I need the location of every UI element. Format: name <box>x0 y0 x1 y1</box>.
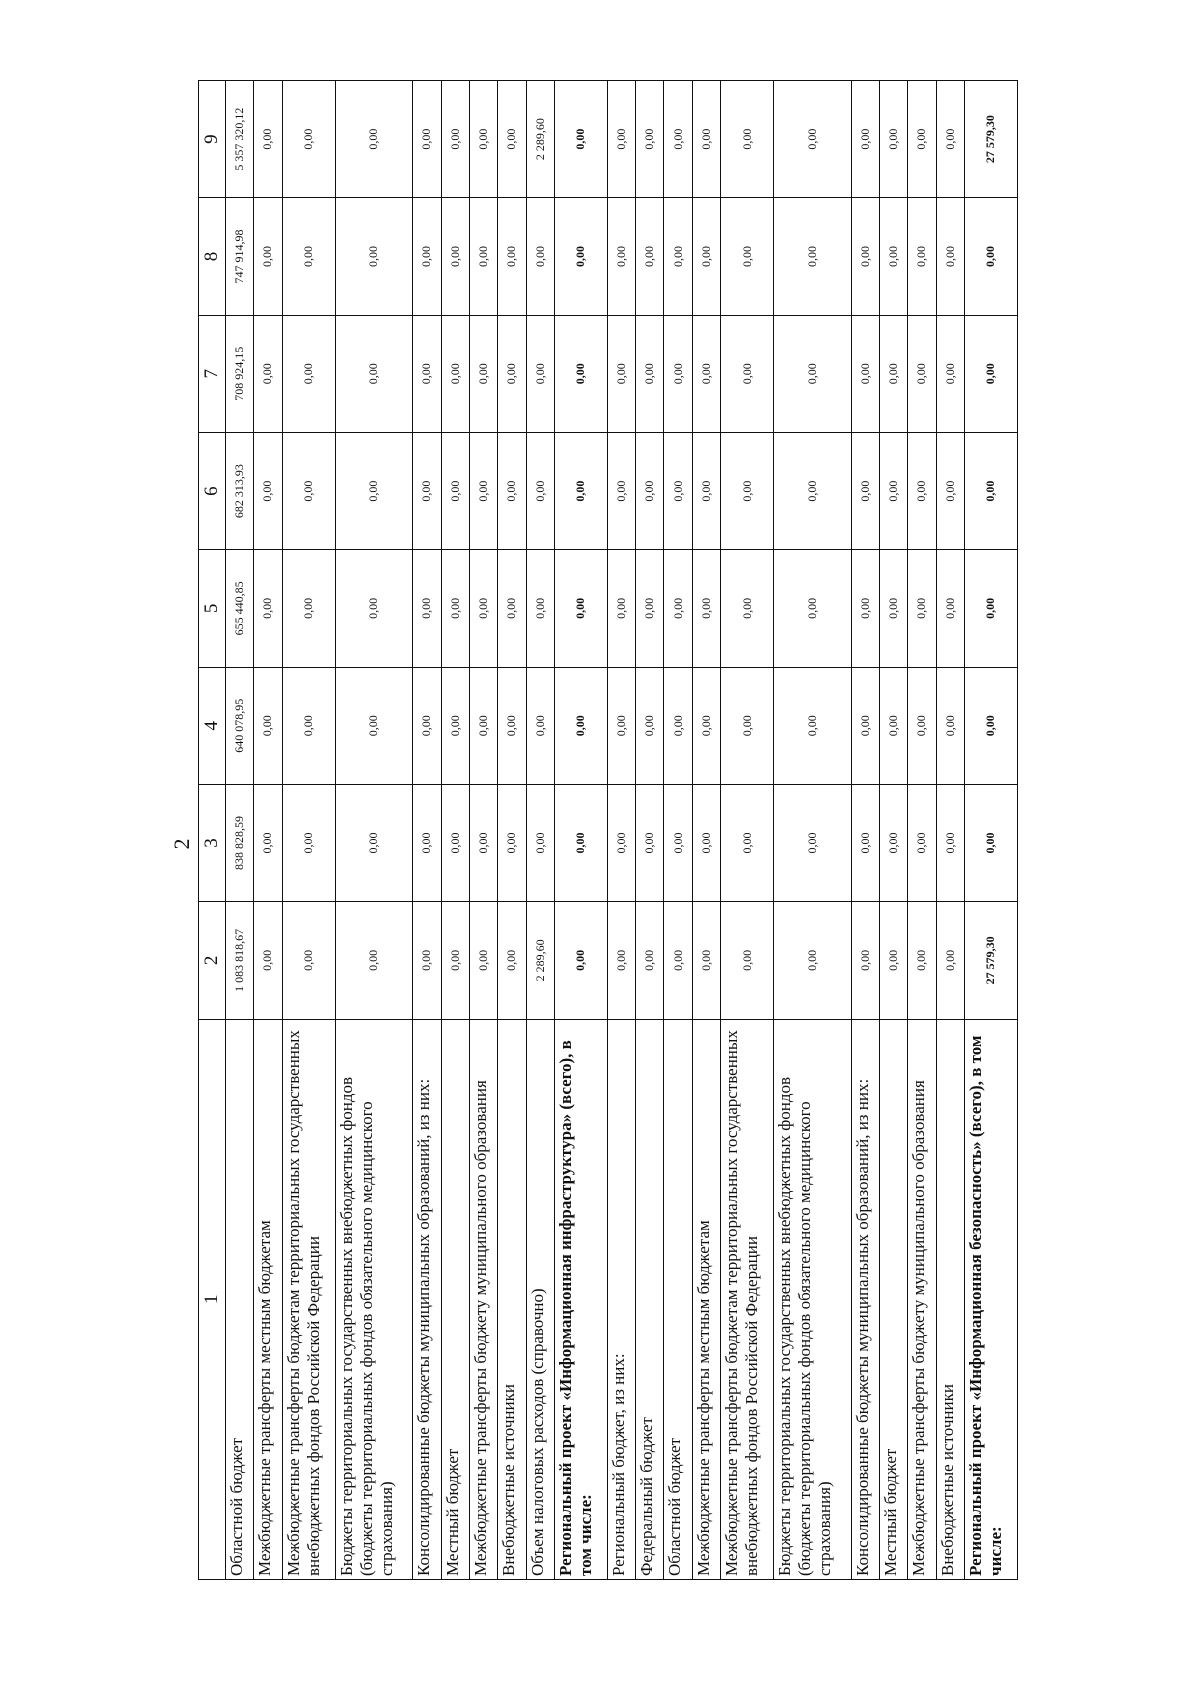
value-cell: 0,00 <box>554 550 607 667</box>
table-row <box>721 81 774 1580</box>
value-cell: 0,00 <box>441 902 469 1019</box>
value-cell: 0,00 <box>282 550 335 667</box>
value-cell: 747 914,98 <box>226 198 254 315</box>
value-cell: 0,00 <box>964 667 1017 784</box>
row-label: Областной бюджет <box>226 1019 254 1579</box>
value-cell: 0,00 <box>469 667 497 784</box>
value-cell: 0,00 <box>413 432 441 549</box>
value-cell: 0,00 <box>526 667 554 784</box>
table-row <box>636 81 664 1580</box>
value-cell: 0,00 <box>774 667 852 784</box>
value-cell: 0,00 <box>554 315 607 432</box>
value-cell: 655 440,85 <box>226 550 254 667</box>
value-cell: 0,00 <box>441 432 469 549</box>
value-cell: 27 579,30 <box>964 81 1017 198</box>
value-cell: 0,00 <box>664 784 692 901</box>
value-cell: 0,00 <box>441 550 469 667</box>
column-header: 7 <box>199 315 226 432</box>
value-cell: 0,00 <box>254 432 282 549</box>
value-cell: 0,00 <box>469 81 497 198</box>
value-cell: 0,00 <box>526 432 554 549</box>
row-label: Внебюджетные источники <box>936 1019 964 1579</box>
value-cell: 0,00 <box>469 902 497 1019</box>
value-cell: 0,00 <box>664 550 692 667</box>
value-cell: 0,00 <box>554 432 607 549</box>
value-cell: 0,00 <box>774 432 852 549</box>
value-cell: 0,00 <box>851 784 879 901</box>
value-cell: 0,00 <box>413 198 441 315</box>
value-cell: 0,00 <box>774 902 852 1019</box>
value-cell: 0,00 <box>607 81 635 198</box>
table-row <box>413 81 441 1580</box>
value-cell: 0,00 <box>554 784 607 901</box>
row-label: Региональный проект «Информационная инфраструктура» (всего), в том числе: <box>554 1019 607 1579</box>
value-cell: 0,00 <box>664 902 692 1019</box>
value-cell: 0,00 <box>498 784 526 901</box>
value-cell: 0,00 <box>335 667 413 784</box>
column-header: 5 <box>199 550 226 667</box>
value-cell: 0,00 <box>774 550 852 667</box>
row-label: Межбюджетные трансферты бюджетам территориальных государственных внебюджетных фондов Российской Федерации <box>282 1019 335 1579</box>
value-cell: 0,00 <box>607 432 635 549</box>
value-cell: 0,00 <box>908 315 936 432</box>
value-cell: 0,00 <box>936 315 964 432</box>
row-label: Межбюджетные трансферты бюджетам территориальных государственных внебюджетных фондов Российской Федерации <box>721 1019 774 1579</box>
value-cell: 0,00 <box>498 550 526 667</box>
value-cell: 0,00 <box>607 784 635 901</box>
value-cell: 0,00 <box>908 432 936 549</box>
value-cell: 0,00 <box>636 432 664 549</box>
value-cell: 27 579,30 <box>964 902 1017 1019</box>
value-cell: 0,00 <box>879 315 907 432</box>
header-row <box>199 81 226 1580</box>
value-cell: 0,00 <box>607 315 635 432</box>
value-cell: 0,00 <box>498 315 526 432</box>
value-cell: 0,00 <box>879 198 907 315</box>
value-cell: 0,00 <box>282 432 335 549</box>
column-header: 3 <box>199 784 226 901</box>
value-cell: 0,00 <box>664 315 692 432</box>
table-row <box>607 81 635 1580</box>
value-cell: 0,00 <box>879 550 907 667</box>
value-cell: 0,00 <box>721 81 774 198</box>
value-cell: 0,00 <box>879 902 907 1019</box>
table-row <box>554 81 607 1580</box>
value-cell: 0,00 <box>721 315 774 432</box>
value-cell: 682 313,93 <box>226 432 254 549</box>
value-cell: 0,00 <box>254 315 282 432</box>
value-cell: 0,00 <box>664 81 692 198</box>
value-cell: 0,00 <box>879 81 907 198</box>
value-cell: 0,00 <box>636 784 664 901</box>
value-cell: 0,00 <box>692 550 720 667</box>
value-cell: 2 289,60 <box>526 81 554 198</box>
value-cell: 0,00 <box>254 81 282 198</box>
value-cell: 0,00 <box>851 81 879 198</box>
value-cell: 1 083 818,67 <box>226 902 254 1019</box>
value-cell: 0,00 <box>441 667 469 784</box>
row-label: Межбюджетные трансферты бюджету муниципального образования <box>469 1019 497 1579</box>
value-cell: 0,00 <box>282 667 335 784</box>
value-cell: 0,00 <box>607 667 635 784</box>
table-row <box>226 81 254 1580</box>
value-cell: 0,00 <box>498 667 526 784</box>
value-cell: 0,00 <box>636 81 664 198</box>
value-cell: 0,00 <box>636 198 664 315</box>
row-label: Бюджеты территориальных государственных внебюджетных фондов (бюджеты территориальных фондов обязательного медицинского страхования) <box>774 1019 852 1579</box>
value-cell: 2 289,60 <box>526 902 554 1019</box>
value-cell: 0,00 <box>721 667 774 784</box>
value-cell: 0,00 <box>498 902 526 1019</box>
value-cell: 0,00 <box>664 667 692 784</box>
row-label: Межбюджетные трансферты местным бюджетам <box>692 1019 720 1579</box>
value-cell: 0,00 <box>607 550 635 667</box>
row-label: Областной бюджет <box>664 1019 692 1579</box>
value-cell: 0,00 <box>554 902 607 1019</box>
row-label: Внебюджетные источники <box>498 1019 526 1579</box>
value-cell: 0,00 <box>254 784 282 901</box>
value-cell: 0,00 <box>879 784 907 901</box>
value-cell: 640 078,95 <box>226 667 254 784</box>
value-cell: 0,00 <box>254 902 282 1019</box>
table-row <box>469 81 497 1580</box>
value-cell: 0,00 <box>692 315 720 432</box>
value-cell: 0,00 <box>721 902 774 1019</box>
value-cell: 0,00 <box>413 902 441 1019</box>
table-row <box>498 81 526 1580</box>
row-label: Бюджеты территориальных государственных внебюджетных фондов (бюджеты территориальных фондов обязательного медицинского страхования) <box>335 1019 413 1579</box>
value-cell: 0,00 <box>664 198 692 315</box>
value-cell: 0,00 <box>936 902 964 1019</box>
value-cell: 0,00 <box>908 550 936 667</box>
value-cell: 0,00 <box>469 198 497 315</box>
value-cell: 0,00 <box>636 315 664 432</box>
value-cell: 0,00 <box>469 432 497 549</box>
value-cell: 0,00 <box>964 198 1017 315</box>
value-cell: 0,00 <box>498 198 526 315</box>
value-cell: 0,00 <box>554 81 607 198</box>
value-cell: 0,00 <box>607 198 635 315</box>
row-label: Межбюджетные трансферты бюджету муниципального образования <box>908 1019 936 1579</box>
row-label: Местный бюджет <box>441 1019 469 1579</box>
value-cell: 838 828,59 <box>226 784 254 901</box>
value-cell: 0,00 <box>908 81 936 198</box>
row-label: Региональный бюджет, из них: <box>607 1019 635 1579</box>
row-label: Консолидированные бюджеты муниципальных образований, из них: <box>851 1019 879 1579</box>
value-cell: 0,00 <box>721 432 774 549</box>
value-cell: 0,00 <box>526 198 554 315</box>
value-cell: 0,00 <box>335 81 413 198</box>
value-cell: 0,00 <box>469 784 497 901</box>
table-row <box>335 81 413 1580</box>
value-cell: 0,00 <box>413 667 441 784</box>
value-cell: 0,00 <box>908 667 936 784</box>
value-cell: 0,00 <box>441 315 469 432</box>
value-cell: 0,00 <box>282 784 335 901</box>
value-cell: 0,00 <box>692 902 720 1019</box>
value-cell: 0,00 <box>721 784 774 901</box>
value-cell: 0,00 <box>936 198 964 315</box>
value-cell: 0,00 <box>774 81 852 198</box>
column-header: 1 <box>199 1019 226 1579</box>
column-header: 9 <box>199 81 226 198</box>
table-row <box>851 81 879 1580</box>
value-cell: 0,00 <box>721 550 774 667</box>
value-cell: 0,00 <box>526 315 554 432</box>
value-cell: 0,00 <box>526 550 554 667</box>
column-header: 8 <box>199 198 226 315</box>
value-cell: 0,00 <box>554 667 607 784</box>
table-row <box>964 81 1017 1580</box>
value-cell: 0,00 <box>636 667 664 784</box>
row-label: Федеральный бюджет <box>636 1019 664 1579</box>
row-label: Межбюджетные трансферты местным бюджетам <box>254 1019 282 1579</box>
table-row <box>692 81 720 1580</box>
column-header: 2 <box>199 902 226 1019</box>
value-cell: 0,00 <box>498 432 526 549</box>
value-cell: 0,00 <box>936 550 964 667</box>
table-row <box>664 81 692 1580</box>
table-row <box>774 81 852 1580</box>
value-cell: 0,00 <box>636 550 664 667</box>
value-cell: 0,00 <box>851 550 879 667</box>
value-cell: 0,00 <box>936 432 964 549</box>
row-label: Объем налоговых расходов (справочно) <box>526 1019 554 1579</box>
value-cell: 0,00 <box>335 432 413 549</box>
value-cell: 0,00 <box>335 550 413 667</box>
value-cell: 0,00 <box>335 784 413 901</box>
value-cell: 0,00 <box>936 784 964 901</box>
value-cell: 0,00 <box>254 198 282 315</box>
row-label: Консолидированные бюджеты муниципальных образований, из них: <box>413 1019 441 1579</box>
page-number: 2 <box>169 838 194 850</box>
row-label: Региональный проект «Информационная безопасность» (всего), в том числе: <box>964 1019 1017 1579</box>
value-cell: 0,00 <box>413 81 441 198</box>
value-cell: 0,00 <box>282 198 335 315</box>
value-cell: 0,00 <box>607 902 635 1019</box>
value-cell: 0,00 <box>413 784 441 901</box>
value-cell: 0,00 <box>964 315 1017 432</box>
value-cell: 0,00 <box>692 432 720 549</box>
value-cell: 0,00 <box>908 902 936 1019</box>
table-row <box>879 81 907 1580</box>
value-cell: 0,00 <box>335 198 413 315</box>
value-cell: 0,00 <box>692 198 720 315</box>
value-cell: 0,00 <box>282 81 335 198</box>
value-cell: 0,00 <box>964 784 1017 901</box>
value-cell: 0,00 <box>851 198 879 315</box>
value-cell: 0,00 <box>879 667 907 784</box>
table-row <box>441 81 469 1580</box>
value-cell: 0,00 <box>526 784 554 901</box>
value-cell: 0,00 <box>636 902 664 1019</box>
value-cell: 708 924,15 <box>226 315 254 432</box>
value-cell: 0,00 <box>936 81 964 198</box>
table-row <box>282 81 335 1580</box>
value-cell: 0,00 <box>413 315 441 432</box>
value-cell: 0,00 <box>335 902 413 1019</box>
value-cell: 0,00 <box>692 667 720 784</box>
value-cell: 0,00 <box>774 784 852 901</box>
value-cell: 0,00 <box>498 81 526 198</box>
value-cell: 0,00 <box>413 550 441 667</box>
value-cell: 0,00 <box>441 198 469 315</box>
budget-table <box>198 80 1018 1580</box>
value-cell: 0,00 <box>908 198 936 315</box>
table-row <box>526 81 554 1580</box>
value-cell: 0,00 <box>908 784 936 901</box>
value-cell: 0,00 <box>441 81 469 198</box>
row-label: Местный бюджет <box>879 1019 907 1579</box>
value-cell: 0,00 <box>851 902 879 1019</box>
value-cell: 0,00 <box>254 550 282 667</box>
value-cell: 0,00 <box>282 315 335 432</box>
table-row <box>936 81 964 1580</box>
table-row <box>908 81 936 1580</box>
value-cell: 0,00 <box>774 198 852 315</box>
value-cell: 0,00 <box>692 81 720 198</box>
value-cell: 0,00 <box>851 315 879 432</box>
value-cell: 0,00 <box>936 667 964 784</box>
column-header: 6 <box>199 432 226 549</box>
value-cell: 0,00 <box>664 432 692 549</box>
value-cell: 0,00 <box>692 784 720 901</box>
value-cell: 0,00 <box>964 550 1017 667</box>
value-cell: 0,00 <box>851 667 879 784</box>
value-cell: 5 357 320,12 <box>226 81 254 198</box>
value-cell: 0,00 <box>554 198 607 315</box>
value-cell: 0,00 <box>774 315 852 432</box>
value-cell: 0,00 <box>879 432 907 549</box>
table-row <box>254 81 282 1580</box>
table-body <box>226 81 1018 1580</box>
value-cell: 0,00 <box>964 432 1017 549</box>
value-cell: 0,00 <box>469 315 497 432</box>
value-cell: 0,00 <box>335 315 413 432</box>
value-cell: 0,00 <box>254 667 282 784</box>
value-cell: 0,00 <box>441 784 469 901</box>
value-cell: 0,00 <box>282 902 335 1019</box>
rotated-table-wrapper <box>198 80 1018 1580</box>
column-header: 4 <box>199 667 226 784</box>
value-cell: 0,00 <box>721 198 774 315</box>
value-cell: 0,00 <box>469 550 497 667</box>
value-cell: 0,00 <box>851 432 879 549</box>
